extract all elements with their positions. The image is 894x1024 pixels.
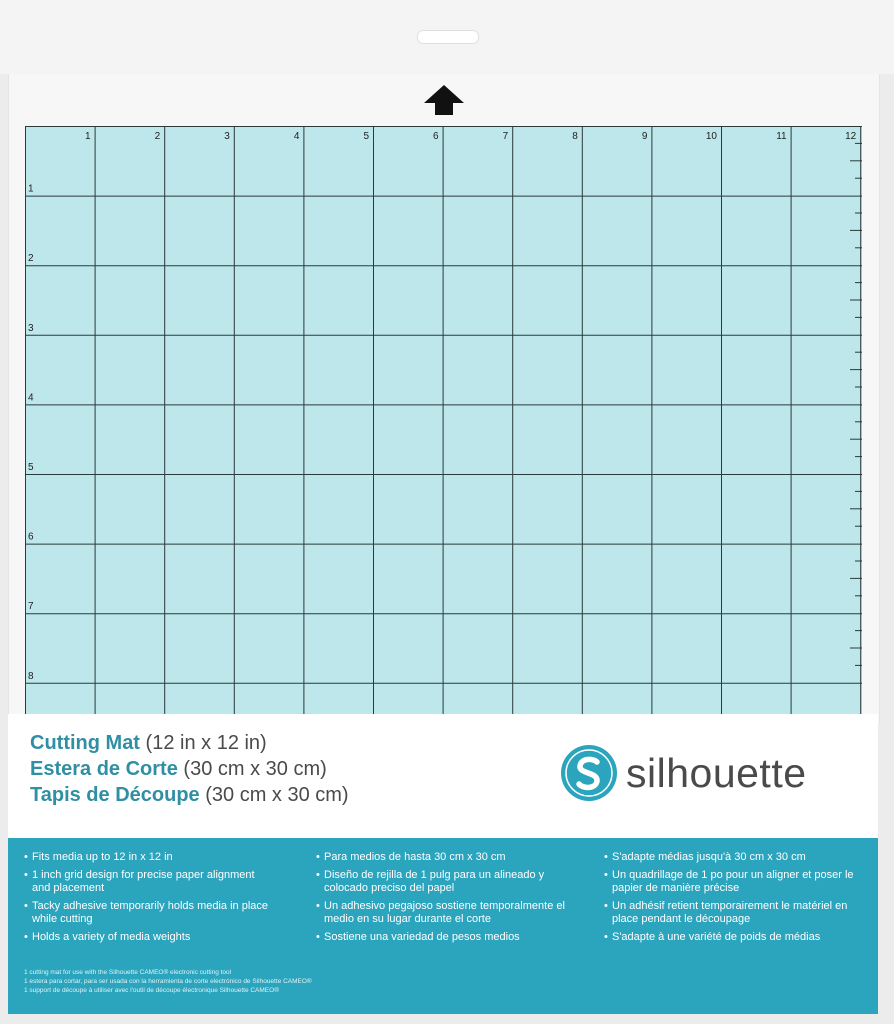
logo-wordmark: silhouette [626,749,807,796]
package-hanger [0,0,894,74]
feature-item: • Holds a variety of media weights [24,931,274,944]
feature-band [8,838,878,1014]
feature-item: • Tacky adhesive temporarily holds media in place while cutting [24,900,274,926]
column-number: 6 [433,131,439,142]
title-english [30,730,349,756]
title-spanish [30,756,349,782]
title-french [30,782,349,808]
feed-arrow-icon [423,84,465,116]
row-number: 8 [28,670,34,682]
feature-item: • 1 inch grid design for precise paper alignment and placement [24,869,274,895]
title-size: (30 cm x 30 cm) [183,758,327,780]
feature-item: • Fits media up to 12 in x 12 in [24,851,274,864]
column-number: 12 [845,131,857,142]
fine-print-line: 1 cutting mat for use with the Silhouette CAMEO® electronic cutting tool [24,969,232,976]
feature-list-spanish [316,851,566,949]
column-number: 8 [572,131,578,142]
hang-hole [417,30,479,44]
title-size: (30 cm x 30 cm) [205,784,349,806]
title-size: (12 in x 12 in) [145,732,267,754]
fine-print [24,968,312,995]
row-number: 6 [28,531,34,543]
row-number: 3 [28,322,34,334]
silhouette-logo [560,742,807,804]
column-number: 5 [363,131,369,142]
silhouette-s-logo-icon [560,744,618,802]
feature-item: • S'adapte médias jusqu'à 30 cm x 30 cm [604,851,854,864]
column-number: 9 [641,131,648,142]
column-number: 7 [502,131,509,142]
fine-print-line: 1 estera para cortar, para ser usada con la herramienta de corte electrónico de Silhouette CAMEO® [24,978,312,985]
fine-print-line: 1 support de découpe à utiliser avec l'outil de découpe électronique Silhouette CAMEO® [24,987,279,994]
mat-grid [25,126,862,716]
feature-item: • Un adhesivo pegajoso sostiene temporalmente el medio en su lugar durante el corte [316,900,566,926]
column-number: 2 [154,131,161,142]
title-block [30,730,349,808]
column-number: 1 [85,131,91,142]
feature-list-english [24,851,274,949]
column-number: 11 [776,131,787,142]
row-number: 4 [28,392,34,404]
title-name: Cutting Mat [30,732,140,754]
column-number: 4 [293,131,300,142]
feature-item: • Diseño de rejilla de 1 pulg para un alineado y colocado preciso del papel [316,869,566,895]
column-number: 3 [224,131,230,142]
title-name: Estera de Corte [30,758,178,780]
feature-item: • S'adapte à une variété de poids de médias [604,931,854,944]
feature-list-french [604,851,854,949]
column-number: 10 [705,131,717,142]
title-name: Tapis de Découpe [30,784,200,806]
row-number: 5 [28,462,34,473]
feature-item: • Un quadrillage de 1 po pour un aligner et poser le papier de manière précise [604,869,854,895]
feature-item: • Sostiene una variedad de pesos medios [316,931,566,944]
feature-item: • Un adhésif retient temporairement le matériel en place pendant le découpage [604,900,854,926]
row-number: 2 [28,253,34,265]
row-number: 1 [28,183,34,195]
label-card [8,714,878,1014]
row-number: 7 [28,601,34,613]
feature-item: • Para medios de hasta 30 cm x 30 cm [316,851,566,864]
